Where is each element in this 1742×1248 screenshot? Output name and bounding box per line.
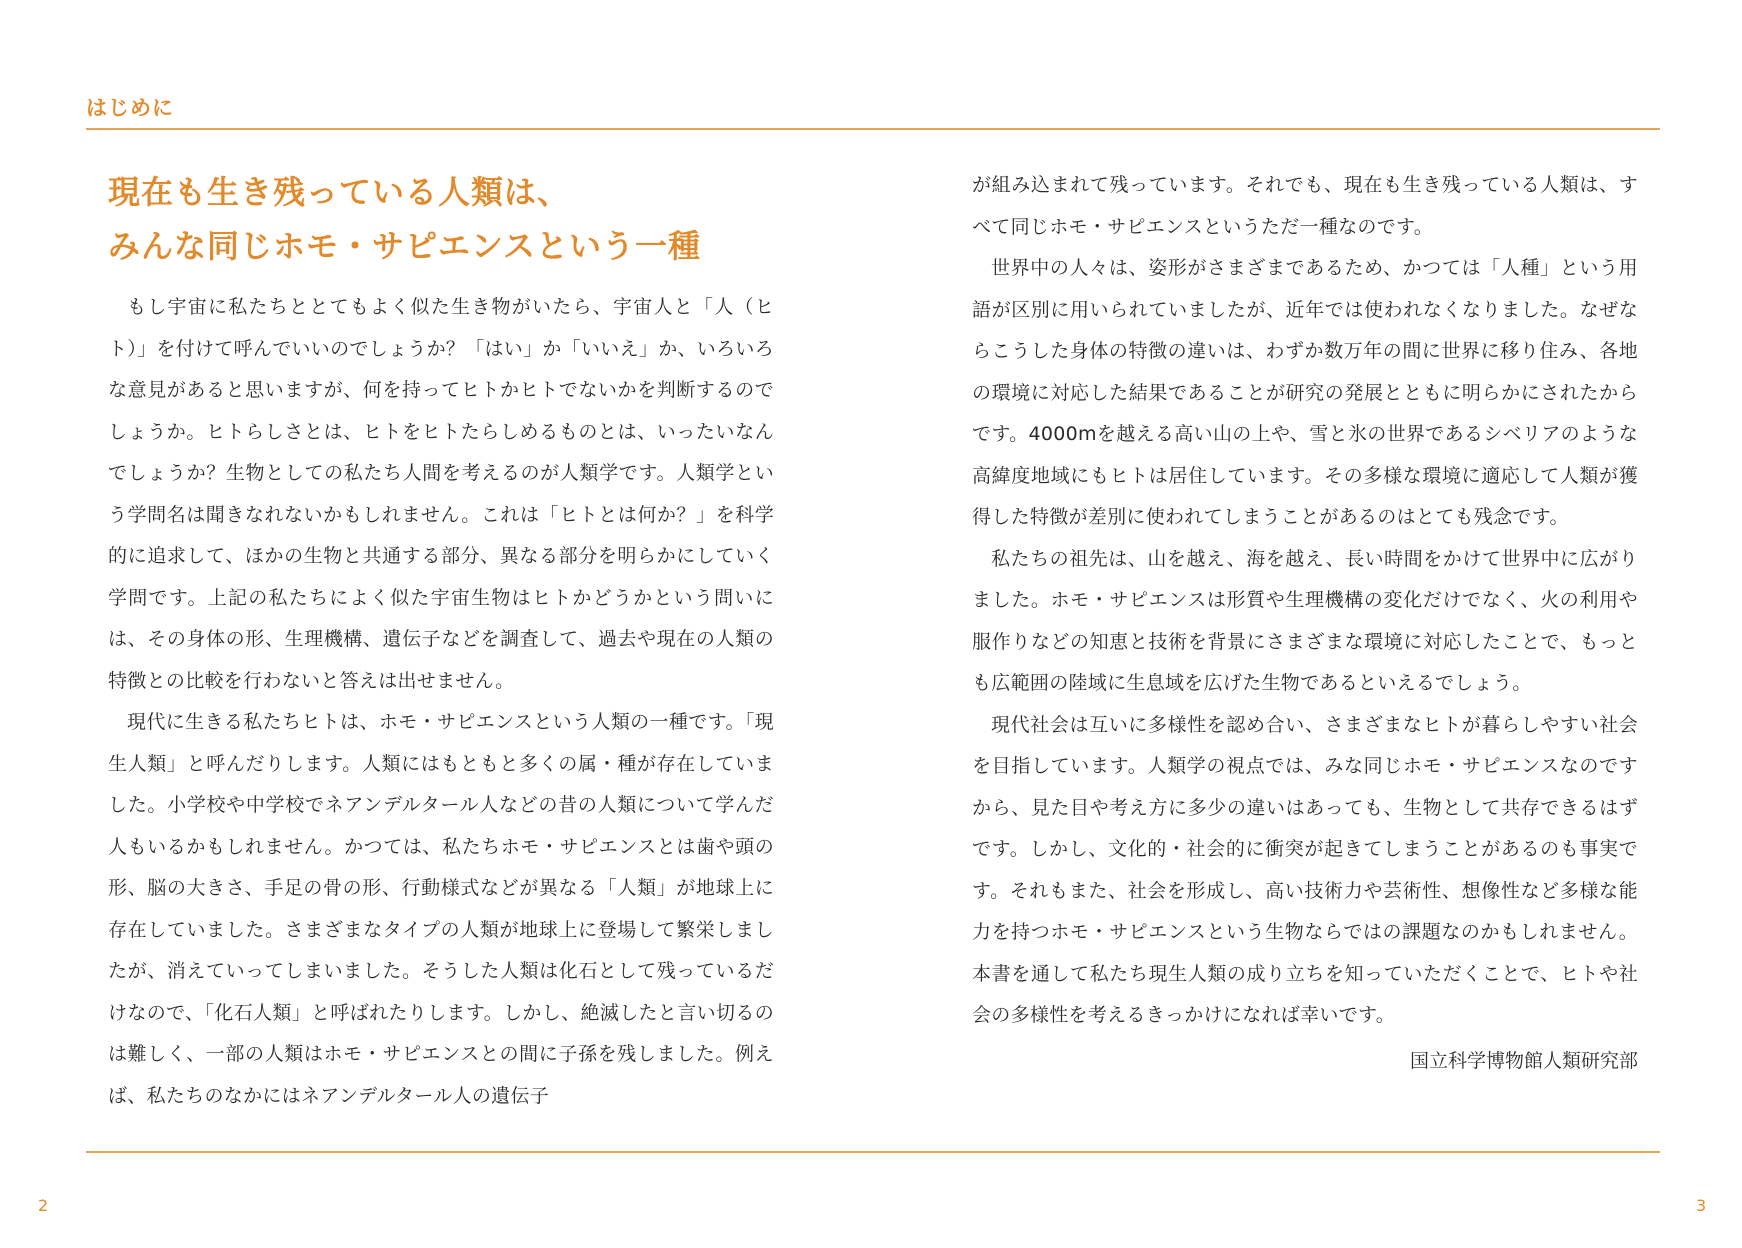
page-number-left: 2: [38, 1196, 49, 1215]
right-column: [972, 165, 1638, 1082]
footer-rule: [86, 1151, 1660, 1153]
headline-line-2: みんな同じホモ・サピエンスという一種: [108, 227, 702, 265]
headline: [108, 165, 774, 273]
body-paragraph: 現代社会は互いに多様性を認め合い、さまざまなヒトが暮らしやすい社会を目指しています。人類学の視点では、みな同じホモ・サピエンスなのですから、見た目や考え方に多少の違いはあっても、生物として共存できるはずです。しかし、文化的・社会的に衝突が起きてしまうことがあるのも事実です。それもまた、社会を形成し、高い技術力や芸術性、想像性など多様な能力を持つホモ・サピエンスという生物ならではの課題なのかもしれません。本書を通して私たち現生人類の成り立ちを知っていただくことで、ヒトや社会の多様性を考えるきっかけになれば幸いです。: [972, 713, 1638, 1026]
section-label: はじめに: [86, 96, 174, 120]
header-rule: [86, 128, 1660, 130]
headline-line-1: 現在も生き残っている人類は、: [108, 173, 571, 211]
body-paragraph: 私たちの祖先は、山を越え、海を越え、長い時間をかけて世界中に広がりました。ホモ・サピエンスは形質や生理機構の変化だけでなく、火の利用や服作りなどの知恵と技術を背景にさまざまな環境に対応したことで、もっとも広範囲の陸域に生息域を広げた生物であるといえるでしょう。: [972, 547, 1638, 694]
author-signature: 国立科学博物館人類研究部: [1409, 1049, 1638, 1072]
body-paragraph-continued: が組み込まれて残っています。それでも、現在も生き残っている人類は、すべて同じホモ・サピエンスというただ一種なのです。: [972, 174, 1638, 238]
page-number-right: 3: [1696, 1196, 1707, 1215]
body-paragraph: もし宇宙に私たちととてもよく似た生き物がいたら、宇宙人と「人（ヒト）」を付けて呼んでいいのでしょうか？「はい」か「いいえ」か、いろいろな意見があると思いますが、何を持ってヒトかヒトでないかを判断するのでしょうか。ヒトらしさとは、ヒトをヒトたらしめるものとは、いったいなんでしょうか？生物としての私たち人間を考えるのが人類学です。人類学という学問名は聞きなれないかもしれません。これは「ヒトとは何か？」を科学的に追求して、ほかの生物と共通する部分、異なる部分を明らかにしていく学問です。上記の私たちによく似た宇宙生物はヒトかどうかという問いには、その身体の形、生理機構、遺伝子などを調査して、過去や現在の人類の特徴との比較を行わないと答えは出せません。: [108, 296, 775, 692]
body-paragraph: 世界中の人々は、姿形がさまざまであるため、かつては「人種」という用語が区別に用いられていましたが、近年では使われなくなりました。なぜならこうした身体の特徴の違いは、わずか数万年の間に世界に移り住み、各地の環境に対応した結果であることが研究の発展とともに明らかにされたからです。4000mを越える高い山の上や、雪と氷の世界であるシベリアのような高緯度地域にもヒトは居住しています。その多様な環境に適応して人類が獲得した特徴が差別に使われてしまうことがあるのはとても残念です。: [972, 257, 1638, 528]
body-paragraph: 現代に生きる私たちヒトは、ホモ・サピエンスという人類の一種です。「現生人類」と呼んだりします。人類にはもともと多くの属・種が存在していました。小学校や中学校でネアンデルタール人などの昔の人類について学んだ人もいるかもしれません。かつては、私たちホモ・サピエンスとは歯や頭の形、脳の大きさ、手足の骨の形、行動様式などが異なる「人類」が地球上に存在していました。さまざまなタイプの人類が地球上に登場して繁栄しましたが、消えていってしまいました。そうした人類は化石として残っているだけなので、「化石人類」と呼ばれたりします。しかし、絶滅したと言い切るのは難しく、一部の人類はホモ・サピエンスとの間に子孫を残しました。例えば、私たちのなかにはネアンデルタール人の遺伝子: [108, 711, 774, 1107]
left-column: [108, 165, 774, 1117]
